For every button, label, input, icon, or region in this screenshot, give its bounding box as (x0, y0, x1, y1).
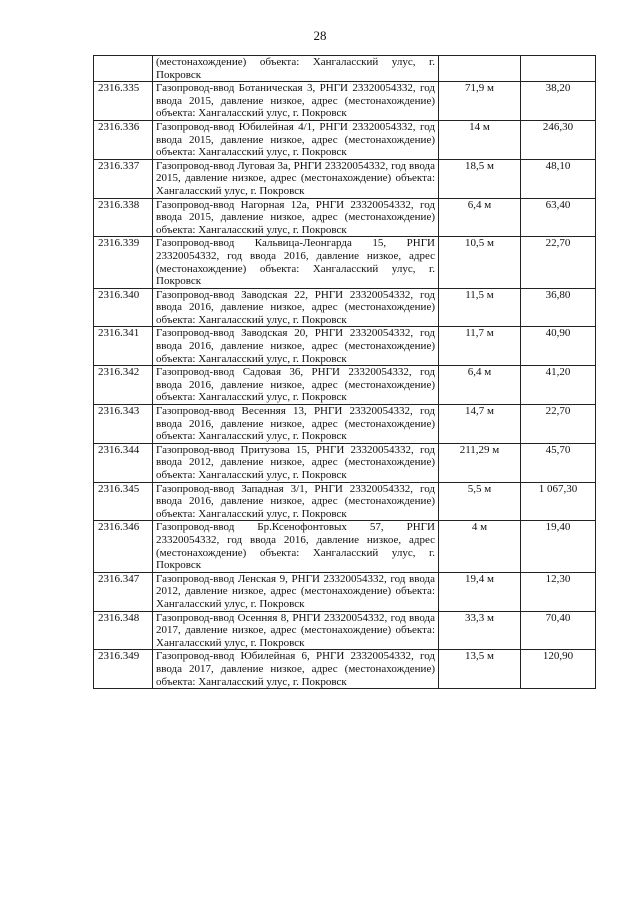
cell-length: 13,5 м (439, 650, 521, 689)
cell-number: 2316.346 (94, 521, 153, 572)
registry-table-container (93, 55, 595, 689)
cell-description: (местонахождение) объекта: Хангаласский улус, г. Покровск (153, 56, 439, 82)
cell-length: 19,4 м (439, 572, 521, 611)
table-row (94, 288, 596, 327)
cell-value: 120,90 (521, 650, 596, 689)
cell-description: Газопровод-ввод Ботаническая 3, РНГИ 23320054332, год ввода 2015, давление низкое, адрес (местонахождение) объекта: Хангаласский улус, г. Покровск (153, 82, 439, 121)
cell-description: Газопровод-ввод Заводская 22, РНГИ 23320054332, год ввода 2016, давление низкое, адрес (местонахождение) объекта: Хангаласский улус, г. Покровск (153, 288, 439, 327)
cell-length: 6,4 м (439, 198, 521, 237)
cell-value (521, 56, 596, 82)
cell-value: 22,70 (521, 405, 596, 444)
cell-number: 2316.349 (94, 650, 153, 689)
cell-length: 11,5 м (439, 288, 521, 327)
table-row (94, 198, 596, 237)
table-row (94, 650, 596, 689)
cell-value: 1 067,30 (521, 482, 596, 521)
cell-description: Газопровод-ввод Нагорная 12а, РНГИ 23320054332, год ввода 2015, давление низкое, адрес (местонахождение) объекта: Хангаласский улус, г. Покровск (153, 198, 439, 237)
table-row (94, 443, 596, 482)
cell-number: 2316.336 (94, 120, 153, 159)
cell-description: Газопровод-ввод Садовая 36, РНГИ 23320054332, год ввода 2016, давление низкое, адрес (местонахождение) объекта: Хангаласский улус, г. Покровск (153, 366, 439, 405)
cell-length: 71,9 м (439, 82, 521, 121)
cell-value: 38,20 (521, 82, 596, 121)
cell-description: Газопровод-ввод Западная 3/1, РНГИ 23320054332, год ввода 2016, давление низкое, адрес (местонахождение) объекта: Хангаласский улус, г. Покровск (153, 482, 439, 521)
cell-length: 211,29 м (439, 443, 521, 482)
table-row (94, 405, 596, 444)
cell-length (439, 56, 521, 82)
cell-value: 70,40 (521, 611, 596, 650)
cell-length: 5,5 м (439, 482, 521, 521)
cell-number: 2316.348 (94, 611, 153, 650)
cell-description: Газопровод-ввод Бр.Ксенофонтовых 57, РНГИ 23320054332, год ввода 2016, давление низкое, адрес (местонахождение) объекта: Хангаласский улус, г. Покровск (153, 521, 439, 572)
registry-table-body (94, 56, 596, 689)
cell-description: Газопровод-ввод Луговая 3а, РНГИ 23320054332, год ввода 2015, давление низкое, адрес (местонахождение) объекта: Хангаласский улус, г. Покровск (153, 159, 439, 198)
table-row (94, 159, 596, 198)
cell-number: 2316.338 (94, 198, 153, 237)
table-row (94, 366, 596, 405)
registry-table (93, 55, 596, 689)
cell-length: 33,3 м (439, 611, 521, 650)
table-row (94, 327, 596, 366)
cell-value: 36,80 (521, 288, 596, 327)
table-row (94, 572, 596, 611)
cell-value: 41,20 (521, 366, 596, 405)
cell-number: 2316.343 (94, 405, 153, 444)
cell-description: Газопровод-ввод Осенняя 8, РНГИ 23320054332, год ввода 2017, давление низкое, адрес (местонахождение) объекта: Хангаласский улус, г. Покровск (153, 611, 439, 650)
cell-value: 246,30 (521, 120, 596, 159)
cell-length: 11,7 м (439, 327, 521, 366)
table-row (94, 120, 596, 159)
cell-description: Газопровод-ввод Весенняя 13, РНГИ 23320054332, год ввода 2016, давление низкое, адрес (местонахождение) объекта: Хангаласский улус, г. Покровск (153, 405, 439, 444)
table-row (94, 237, 596, 288)
cell-length: 14,7 м (439, 405, 521, 444)
cell-length: 18,5 м (439, 159, 521, 198)
page-number: 28 (313, 28, 327, 43)
cell-description: Газопровод-ввод Ленская 9, РНГИ 23320054332, год ввода 2012, давление низкое, адрес (местонахождение) объекта: Хангаласский улус, г. Покровск (153, 572, 439, 611)
cell-value: 40,90 (521, 327, 596, 366)
cell-value: 22,70 (521, 237, 596, 288)
cell-value: 19,40 (521, 521, 596, 572)
cell-number: 2316.344 (94, 443, 153, 482)
cell-number: 2316.337 (94, 159, 153, 198)
cell-length: 6,4 м (439, 366, 521, 405)
cell-value: 48,10 (521, 159, 596, 198)
cell-value: 12,30 (521, 572, 596, 611)
table-row (94, 82, 596, 121)
cell-number: 2316.347 (94, 572, 153, 611)
cell-description: Газопровод-ввод Кальвица-Леонгарда 15, РНГИ 23320054332, год ввода 2016, давление низкое, адрес (местонахождение) объекта: Хангаласский улус, г. Покровск (153, 237, 439, 288)
cell-number: 2316.339 (94, 237, 153, 288)
table-row-continuation (94, 56, 596, 82)
cell-description: Газопровод-ввод Заводская 20, РНГИ 23320054332, год ввода 2016, давление низкое, адрес (местонахождение) объекта: Хангаласский улус, г. Покровск (153, 327, 439, 366)
table-row (94, 482, 596, 521)
cell-number: 2316.341 (94, 327, 153, 366)
cell-value: 63,40 (521, 198, 596, 237)
cell-description: Газопровод-ввод Притузова 15, РНГИ 23320054332, год ввода 2012, давление низкое, адрес (местонахождение) объекта: Хангаласский улус, г. Покровск (153, 443, 439, 482)
cell-number: 2316.335 (94, 82, 153, 121)
cell-number (94, 56, 153, 82)
table-row (94, 521, 596, 572)
cell-length: 4 м (439, 521, 521, 572)
cell-number: 2316.345 (94, 482, 153, 521)
cell-number: 2316.340 (94, 288, 153, 327)
cell-description: Газопровод-ввод Юбилейная 4/1, РНГИ 23320054332, год ввода 2015, давление низкое, адрес (местонахождение) объекта: Хангаласский улус, г. Покровск (153, 120, 439, 159)
cell-length: 10,5 м (439, 237, 521, 288)
cell-number: 2316.342 (94, 366, 153, 405)
cell-description: Газопровод-ввод Юбилейная 6, РНГИ 23320054332, год ввода 2017, давление низкое, адрес (местонахождение) объекта: Хангаласский улус, г. Покровск (153, 650, 439, 689)
table-row (94, 611, 596, 650)
cell-length: 14 м (439, 120, 521, 159)
cell-value: 45,70 (521, 443, 596, 482)
